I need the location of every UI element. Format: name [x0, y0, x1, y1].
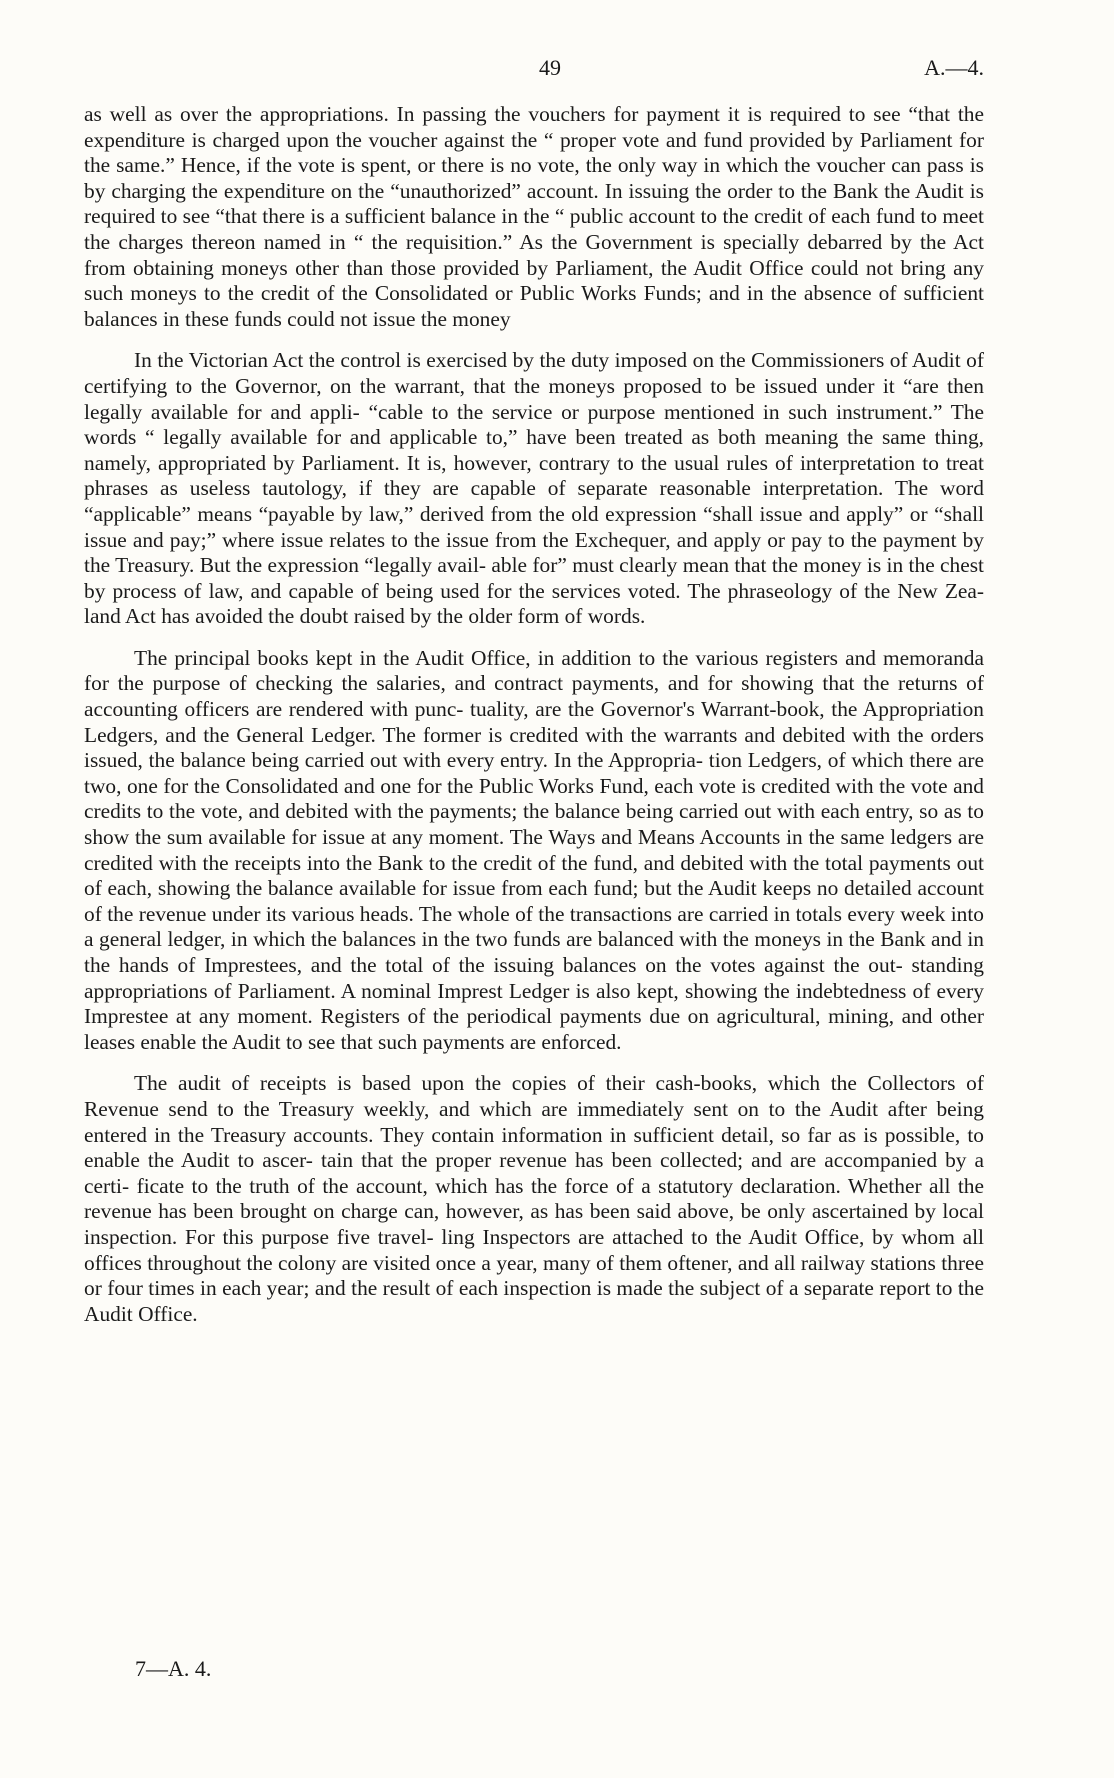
- paragraph-1: as well as over the appropriations. In passing the vouchers for payment it is required to see “that the expenditure is charged upon the voucher against the “ proper vote and fund provided by Parliament for the same.” Hence, if the vote is spent, or there is no vote, the only way in which the voucher can pass is by charging the expenditure on the “unauthorized” account. In issuing the order to the Bank the Audit is required to see “that there is a sufficient balance in the “ public account to the credit of each fund to meet the charges thereon named in “ the requisition.” As the Government is specially debarred by the Act from obtaining moneys other than those provided by Parliament, the Audit Office could not bring any such moneys to the credit of the Consolidated or Public Works Funds; and in the absence of sufficient balances in these funds could not issue the money: [84, 102, 984, 331]
- signature-mark: 7—A. 4.: [135, 1656, 212, 1681]
- page-number: 49: [539, 55, 561, 80]
- body-text: [84, 102, 984, 1343]
- paragraph-2: In the Victorian Act the control is exercised by the duty imposed on the Commissioners of Audit of certifying to the Governor, on the warrant, that the moneys proposed to be issued under it “are then legally available for and appli- “cable to the service or purpose mentioned in such instrument.” The words “ legally available for and applicable to,” have been treated as both meaning the same thing, namely, appropriated by Parliament. It is, however, contrary to the usual rules of interpretation to treat phrases as useless tautology, if they are capable of separate reasonable interpretation. The word “applicable” means “payable by law,” derived from the old expression “shall issue and apply” or “shall issue and pay;” where issue relates to the issue from the Exchequer, and apply or pay to the payment by the Treasury. But the expression “legally avail- able for” must clearly mean that the money is in the chest by process of law, and capable of being used for the services voted. The phraseology of the New Zea- land Act has avoided the doubt raised by the older form of words.: [84, 348, 984, 629]
- paragraph-4: The audit of receipts is based upon the copies of their cash-books, which the Collectors of Revenue send to the Treasury weekly, and which are immediately sent on to the Audit after being entered in the Treasury accounts. They contain information in sufficient detail, so far as is possible, to enable the Audit to ascer- tain that the proper revenue has been collected; and are accompanied by a certi- ficate to the truth of the account, which has the force of a statutory declaration. Whether all the revenue has been brought on charge can, however, as has been said above, be only ascertained by local inspection. For this purpose five travel- ling Inspectors are attached to the Audit Office, by whom all offices throughout the colony are visited once a year, many of them oftener, and all railway stations three or four times in each year; and the result of each inspection is made the subject of a separate report to the Audit Office.: [84, 1071, 984, 1326]
- paragraph-3: The principal books kept in the Audit Office, in addition to the various registers and memoranda for the purpose of checking the salaries, and contract payments, and for showing that the returns of accounting officers are rendered with punc- tuality, are the Governor's Warrant-book, the Appropriation Ledgers, and the General Ledger. The former is credited with the warrants and debited with the orders issued, the balance being carried out with every entry. In the Appropria- tion Ledgers, of which there are two, one for the Consolidated and one for the Public Works Fund, each vote is credited with the vote and credits to the vote, and debited with the payments; the balance being carried out with each entry, so as to show the sum available for issue at any moment. The Ways and Means Accounts in the same ledgers are credited with the receipts into the Bank to the credit of the fund, and debited with the total payments out of each, showing the balance available for issue from each fund; but the Audit keeps no detailed account of the revenue under its various heads. The whole of the transactions are carried in totals every week into a general ledger, in which the balances in the two funds are balanced with the moneys in the Bank and in the hands of Imprestees, and the total of the issuing balances on the votes against the out- standing appropriations of Parliament. A nominal Imprest Ledger is also kept, showing the indebtedness of every Imprestee at any moment. Registers of the periodical payments due on agricultural, mining, and other leases enable the Audit to see that such payments are enforced.: [84, 645, 984, 1054]
- series-mark: A.—4.: [924, 55, 984, 80]
